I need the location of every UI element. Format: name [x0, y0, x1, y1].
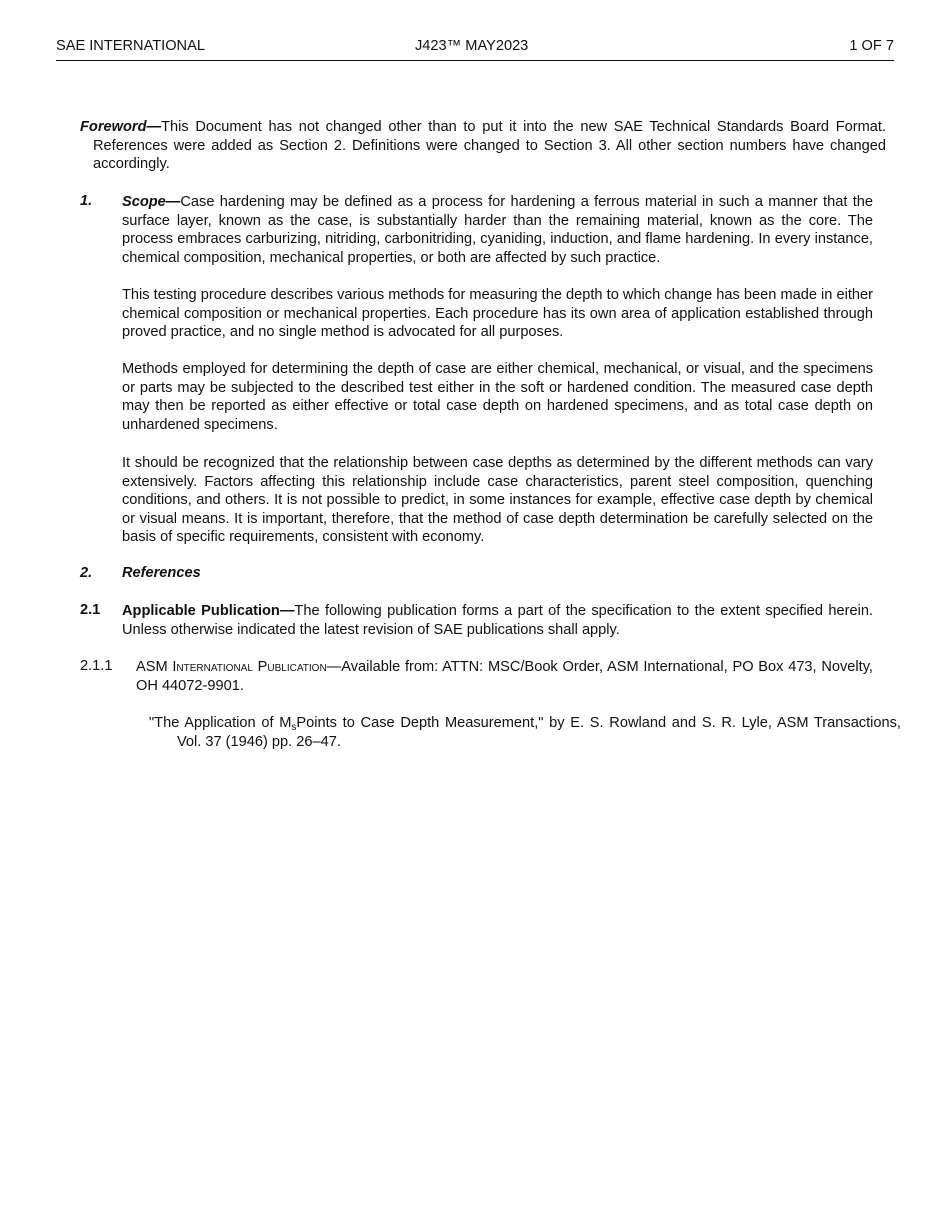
applicable-publication-text: The following publication forms a part of the specification to the extent specified herein. Unless otherwise indicated the latest revision of SAE publications shall apply.: [122, 603, 873, 638]
citation-pre: "The Application of M: [149, 715, 292, 731]
citation-subscript: s: [291, 722, 297, 733]
applicable-publication-paragraph: [122, 602, 873, 639]
citation-post: Points to Case Depth Measurement," by E. S. Rowland and S. R. Lyle, ASM Transactions, Vol. 37 (1946) pp. 26–47.: [177, 715, 901, 750]
scope-text-1: Case hardening may be defined as a process for hardening a ferrous material in such a manner that the surface layer, known as the case, is substantially harder than the remaining material, known as the core. The process embraces carburizing, nitriding, carbonitriding, cyaniding, induction, and flame hardening. In every instance, chemical composition, mechanical properties, or both are affected by such practice.: [122, 194, 873, 266]
asm-publication-number: 2.1.1: [80, 658, 113, 674]
scope-paragraph-4: It should be recognized that the relationship between case depths as determined by the different methods can vary extensively. Factors affecting this relationship include case characteristics, parent steel composition, quenching conditions, and others. It is not possible to predict, in some instances for example, effective case depth by chemical or visual means. It is important, therefore, that the method of case depth determination be carefully selected on the basis of specific requirements, consistent with economy.: [122, 455, 873, 546]
asm-publication-label: ASM International Publication: [136, 659, 327, 675]
citation-paragraph: [149, 714, 901, 751]
scope-label: Scope—: [122, 194, 181, 210]
asm-publication-text: —Available from: ATTN: MSC/Book Order, ASM International, PO Box 473, Novelty, OH 44072-9901.: [136, 659, 873, 694]
header-page-number: 1 OF 7: [849, 38, 894, 54]
header-doc-id: J423™ MAY2023: [415, 38, 529, 54]
foreword-label: Foreword—: [80, 119, 162, 135]
foreword-paragraph: [80, 118, 886, 174]
scope-paragraph-3: Methods employed for determining the depth of case are either chemical, mechanical, or visual, and the specimens or parts may be subjected to the described test either in the soft or hardened condition. The measured case depth may then be reported as either effective or total case depth on hardened specimens, and as total case depth on unhardened specimens.: [122, 361, 873, 433]
scope-paragraph-1: [122, 193, 873, 267]
scope-paragraph-2: This testing procedure describes various methods for measuring the depth to which change has been made in either chemical composition or mechanical properties. Each procedure has its own area of application established through proved practice, and no single method is advocated for all purposes.: [122, 287, 873, 341]
header-org: SAE INTERNATIONAL: [56, 38, 205, 54]
references-heading: References: [122, 565, 201, 581]
references-section-number: 2.: [80, 565, 93, 581]
applicable-publication-label: Applicable Publication—: [122, 603, 295, 619]
asm-publication-paragraph: [136, 658, 873, 695]
page-header: [56, 38, 894, 61]
foreword-text: This Document has not changed other than to put it into the new SAE Technical Standards Board Format. References were added as Section 2. Definitions were changed to Section 3. All other section numbers have changed accordingly.: [93, 119, 886, 173]
scope-section-number: 1.: [80, 193, 93, 209]
applicable-publication-number: 2.1: [80, 602, 101, 618]
